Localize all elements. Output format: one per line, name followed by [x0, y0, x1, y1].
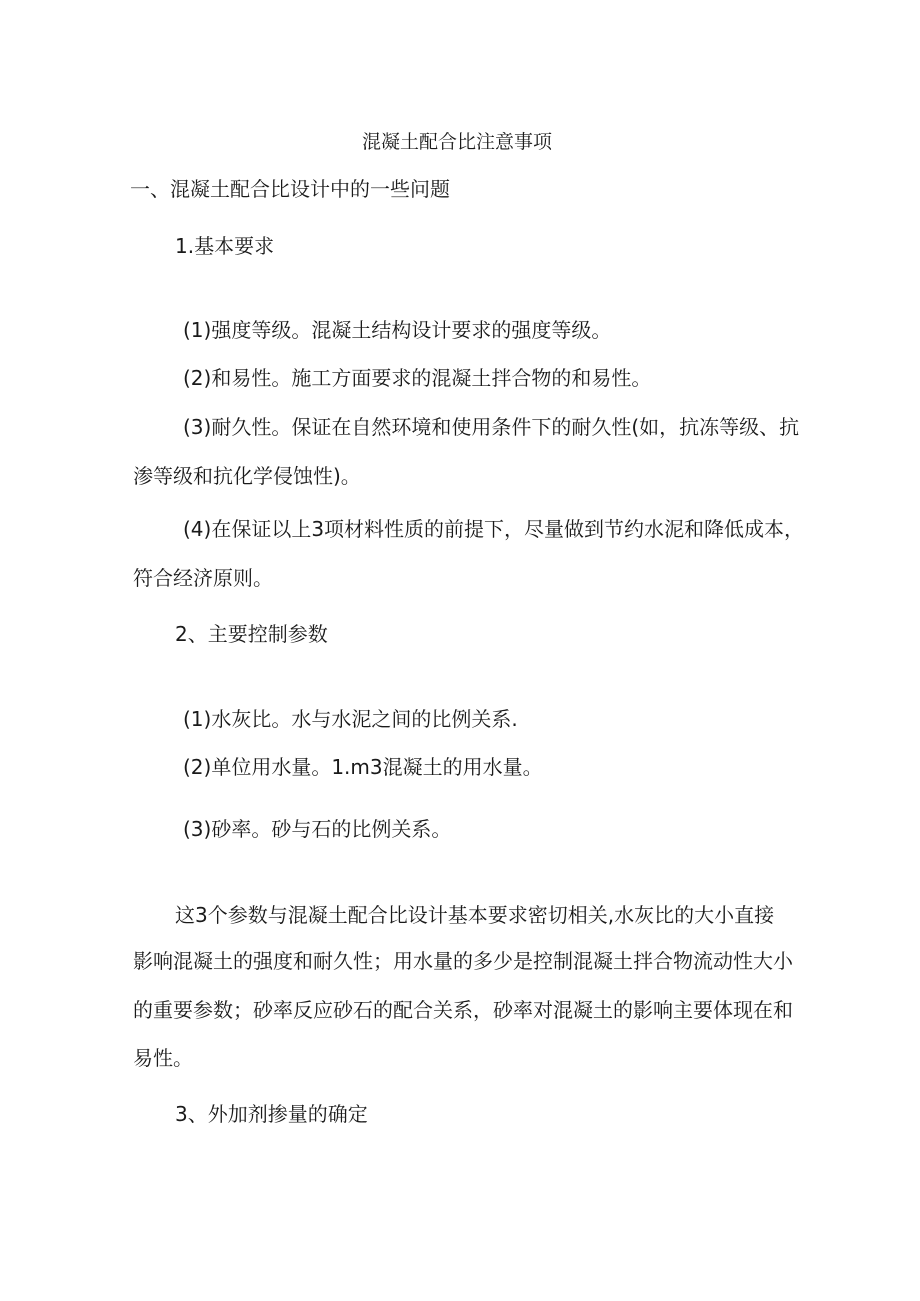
list-item: (3)耐久性。保证在自然环境和使用条件下的耐久性(如，抗冻等级、抗 — [183, 415, 800, 439]
list-item-continuation: 渗等级和抗化学侵蚀性)。 — [133, 464, 361, 488]
subsection-heading: 1.基本要求 — [175, 234, 275, 258]
paragraph-line: 影响混凝土的强度和耐久性；用水量的多少是控制混凝土拌合物流动性大小 — [133, 949, 793, 973]
paragraph-line: 这3个参数与混凝土配合比设计基本要求密切相关,水灰比的大小直接 — [175, 903, 775, 927]
paragraph-line: 的重要参数；砂率反应砂石的配合关系，砂率对混凝土的影响主要体现在和 — [133, 998, 793, 1022]
list-item: (2)单位用水量。1.m3混凝土的用水量。 — [183, 755, 543, 779]
list-item: (1)强度等级。混凝土结构设计要求的强度等级。 — [183, 318, 612, 342]
list-item: (3)砂率。砂与石的比例关系。 — [183, 817, 452, 841]
document-title: 混凝土配合比注意事项 — [362, 131, 553, 153]
subsection-heading: 3、外加剂掺量的确定 — [175, 1102, 368, 1126]
paragraph-line: 易性。 — [133, 1046, 193, 1070]
list-item: (2)和易性。施工方面要求的混凝土拌合物的和易性。 — [183, 366, 652, 390]
list-item-continuation: 符合经济原则。 — [133, 566, 273, 590]
section-heading: 一、混凝土配合比设计中的一些问题 — [130, 177, 450, 201]
subsection-heading: 2、主要控制参数 — [175, 622, 328, 646]
list-item: (4)在保证以上3项材料性质的前提下，尽量做到节约水泥和降低成本， — [183, 517, 805, 541]
list-item: (1)水灰比。水与水泥之间的比例关系. — [183, 707, 518, 731]
